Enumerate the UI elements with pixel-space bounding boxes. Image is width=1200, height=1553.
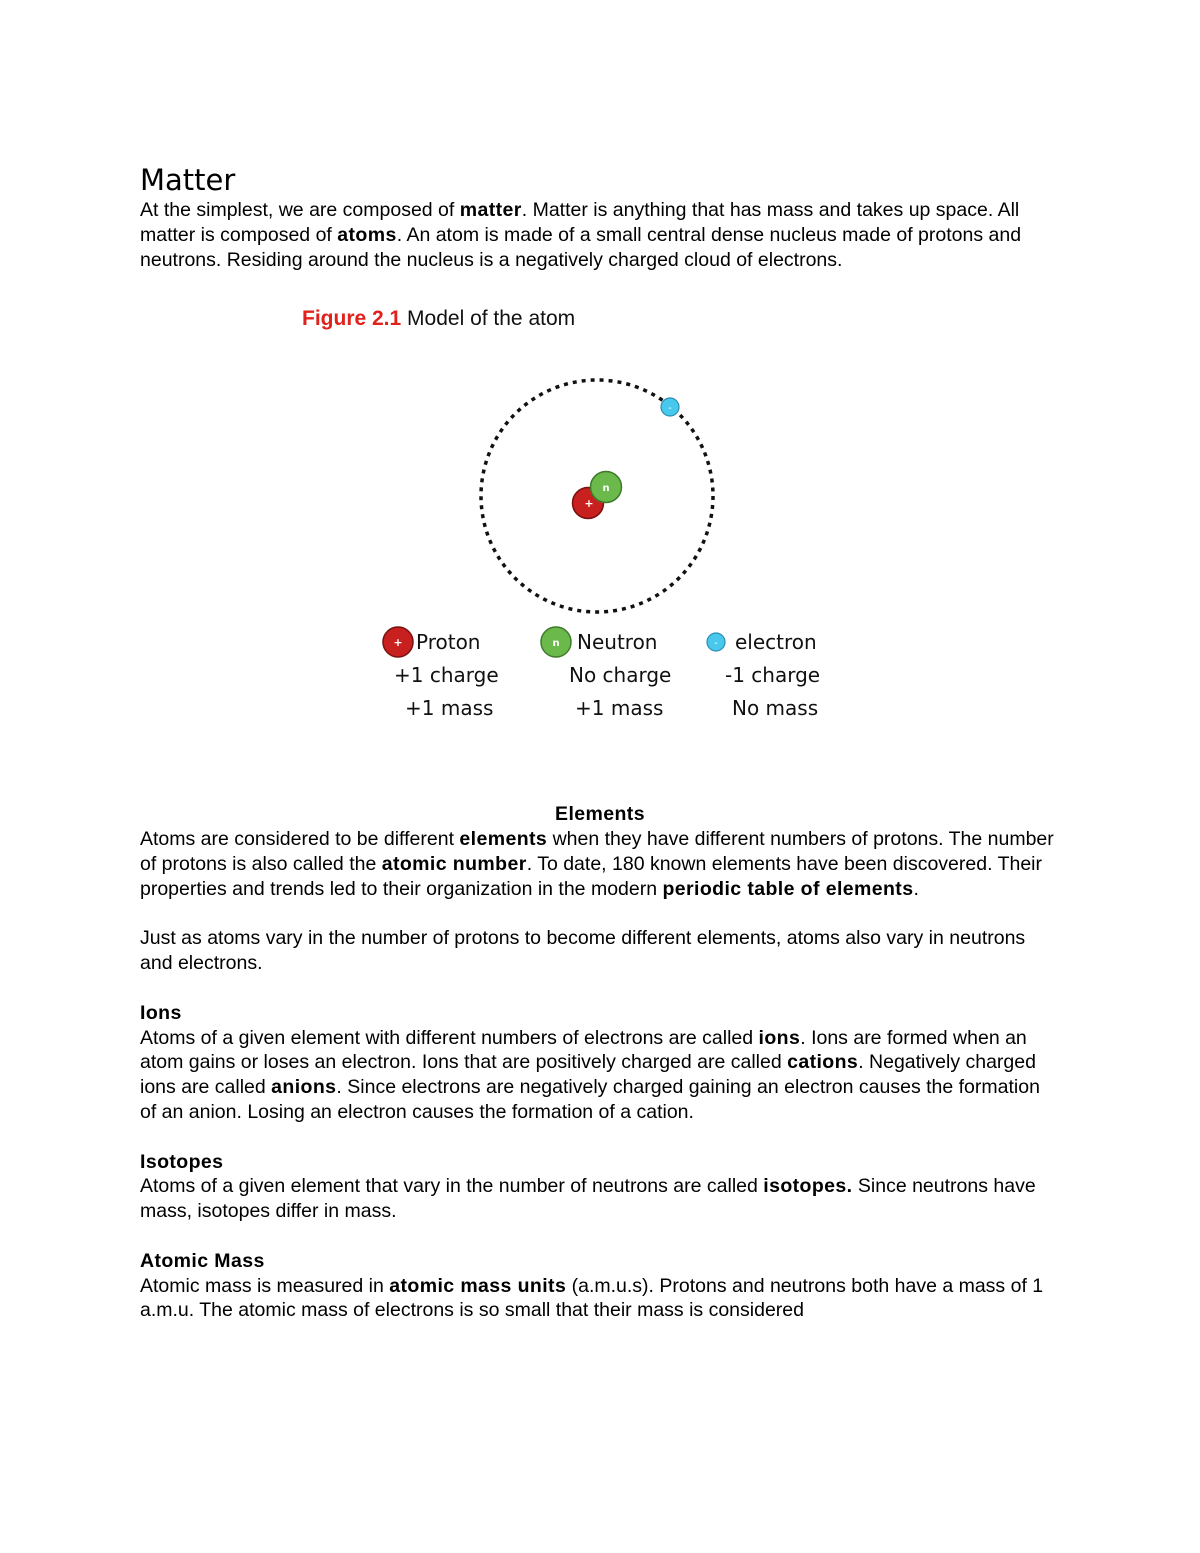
text-run: when they have different numbers of protons. The number of protons is also called the	[140, 828, 1054, 875]
legend-proton-symbol: +	[393, 636, 403, 650]
term-matter: matter	[459, 199, 522, 221]
term-ions: ions	[758, 1026, 801, 1049]
isotopes-paragraph	[140, 1174, 1060, 1224]
atomic-mass-heading: Atomic Mass	[140, 1249, 265, 1272]
term-atoms: atoms	[337, 223, 397, 246]
text-run: . Matter is anything that has mass and takes up space. All matter is composed of	[140, 199, 1020, 246]
text-run: Since neutrons have mass, isotopes differ in mass.	[140, 1175, 1036, 1223]
isotopes-heading: Isotopes	[140, 1150, 224, 1173]
legend-neutron	[569, 626, 672, 725]
legend-electron-mass: No mass	[732, 696, 819, 721]
ions-paragraph	[140, 1026, 1060, 1125]
text-run: . An atom is made of a small central dense nucleus made of protons and neutrons. Residing around the nucleus is a negatively charged cloud of electrons.	[140, 223, 1022, 271]
legend-neutron-symbol: n	[552, 638, 560, 650]
legend-proton	[394, 626, 499, 725]
term-atomic-mass-units: atomic mass units	[389, 1274, 567, 1297]
legend-neutron-charge: No charge	[569, 663, 672, 688]
term-anions: anions	[271, 1076, 337, 1099]
text-run: Atomic mass is measured in	[140, 1274, 390, 1297]
legend-electron	[725, 626, 821, 725]
text-run: . Ions are formed when an atom gains or loses an electron. Ions that are positively charged are called	[140, 1026, 1027, 1074]
matter-heading: Matter	[140, 163, 236, 197]
text-run: At the simplest, we are composed of	[140, 199, 460, 221]
text-run: . Negatively charged ions are called	[140, 1051, 1036, 1099]
matter-paragraph	[140, 198, 1060, 272]
legend-proton-name: Proton	[416, 630, 481, 655]
text-run: Atoms are considered to be different	[140, 828, 460, 851]
legend-electron-symbol: -	[714, 638, 718, 650]
legend-electron-charge: -1 charge	[725, 663, 821, 688]
figure-caption-text: Model of the atom	[401, 307, 576, 331]
document-page	[140, 162, 1060, 1323]
variation-paragraph: Just as atoms vary in the number of protons to become different elements, atoms also vary in neutrons and electrons.	[140, 927, 1026, 975]
term-periodic-table: periodic table of elements	[662, 877, 914, 900]
legend-neutron-name: Neutron	[577, 630, 658, 655]
text-run: . Since electrons are negatively charged gaining an electron causes the formation of an anion. Losing an electron causes the formation of a cation.	[140, 1076, 1040, 1123]
term-isotopes: isotopes.	[763, 1175, 853, 1198]
text-run: Atoms of a given element with different numbers of electrons are called	[140, 1026, 759, 1049]
term-elements: elements	[459, 828, 548, 851]
nucleus-proton-symbol: +	[584, 497, 594, 511]
text-run: (a.m.u.s). Protons and neutrons both have a mass of 1 a.m.u. The atomic mass of electrons is so small that their mass is considered	[140, 1274, 1044, 1322]
legend-electron-name: electron	[735, 630, 817, 655]
ions-heading: Ions	[140, 1001, 182, 1024]
text-run: .	[913, 877, 919, 900]
term-atomic-number: atomic number	[381, 852, 527, 875]
legend-proton-charge: +1 charge	[394, 663, 499, 688]
legend-neutron-mass: +1 mass	[575, 696, 664, 721]
legend-proton-mass: +1 mass	[405, 696, 494, 721]
text-run: Atoms of a given element that vary in the number of neutrons are called	[140, 1175, 764, 1198]
atomic-mass-paragraph	[140, 1274, 1060, 1324]
nucleus-neutron-symbol: n	[602, 483, 610, 495]
elements-paragraph	[140, 827, 1060, 901]
atom-model-figure	[140, 272, 1060, 802]
orbit-electron-symbol: -	[668, 403, 672, 415]
text-run: . To date, 180 known elements have been discovered. Their properties and trends led to their organization in the modern	[140, 852, 1042, 900]
figure-number: Figure 2.1	[302, 307, 402, 331]
elements-heading: Elements	[555, 803, 645, 826]
term-cations: cations	[787, 1051, 859, 1074]
